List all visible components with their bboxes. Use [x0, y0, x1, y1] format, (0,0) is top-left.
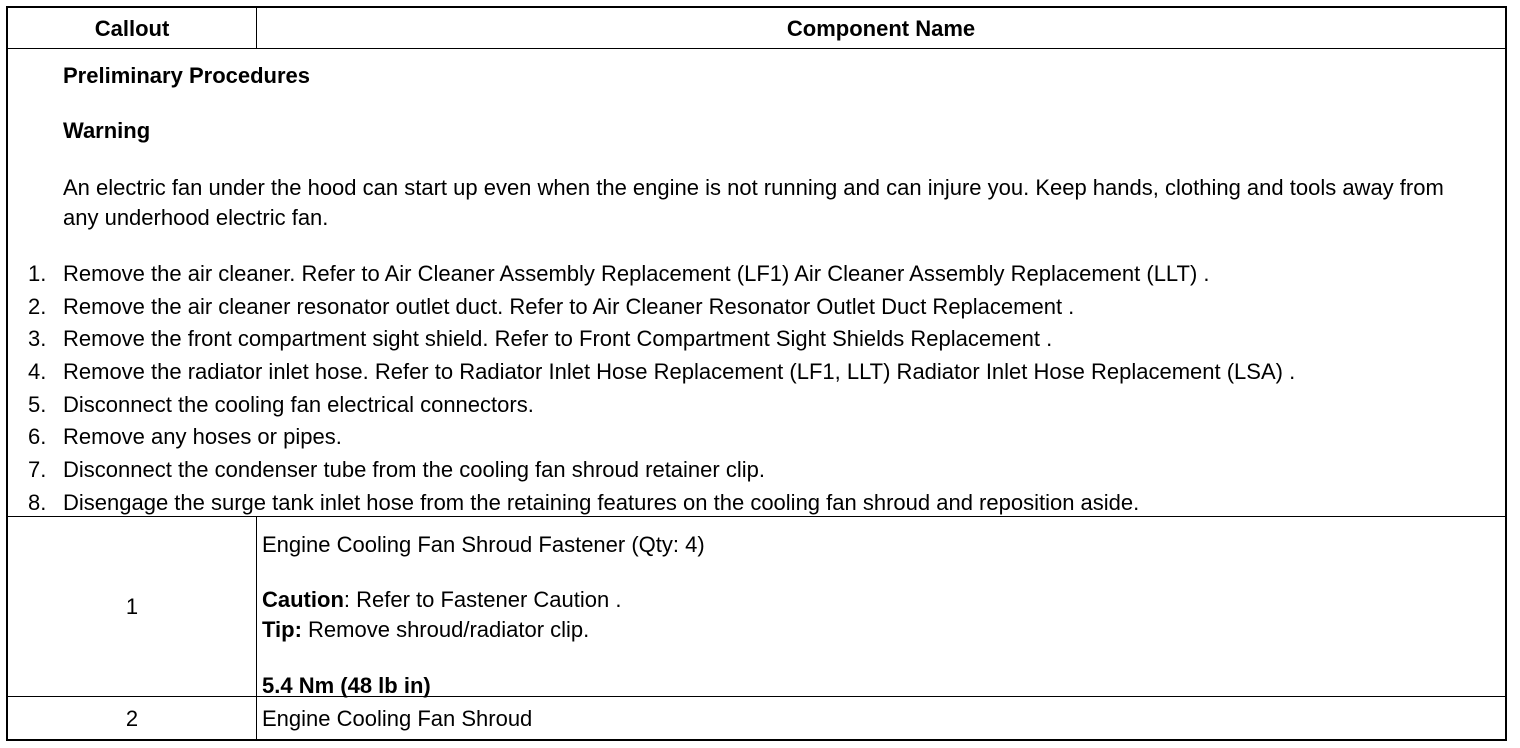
step-text: Disconnect the condenser tube from the cooling fan shroud retainer clip. [63, 457, 765, 483]
callout-column-header: Callout [8, 8, 257, 49]
tip-note [262, 616, 589, 644]
procedure-table [6, 6, 1507, 741]
step-number: 8. [28, 489, 47, 515]
step-text: Disconnect the cooling fan electrical connectors. [63, 391, 534, 417]
step-number: 3. [28, 326, 47, 352]
step-text: Remove the front compartment sight shield. Refer to Front Compartment Sight Shields Replacement . [63, 326, 1053, 352]
warning-text: An electric fan under the hood can start up even when the engine is not running and can injure you. Keep hands, clothing and tools away from any underhood electric fan. [63, 175, 1444, 230]
callout-number: 2 [8, 697, 257, 741]
step-text: Remove the air cleaner. Refer to Air Cleaner Assembly Replacement (LF1) Air Cleaner Assembly Replacement (LLT) . [63, 261, 1210, 286]
caution-label: Caution [262, 587, 344, 612]
step-number: 5. [28, 391, 47, 417]
tip-text: Remove shroud/radiator clip. [301, 617, 590, 642]
callout-number: 1 [8, 517, 257, 696]
step-number: 7. [28, 457, 47, 483]
step-number: 6. [28, 424, 47, 450]
table-header-row [8, 8, 1505, 49]
step-number: 2. [28, 293, 47, 319]
torque-spec: 5.4 Nm (48 lb in) [262, 673, 431, 698]
step-text: Disengage the surge tank inlet hose from the retaining features on the cooling fan shroud and reposition aside. [63, 489, 1140, 515]
caution-note [262, 586, 621, 614]
step-text: Remove the air cleaner resonator outlet duct. Refer to Air Cleaner Resonator Outlet Duct Replacement . [63, 293, 1075, 319]
step-number: 1. [28, 261, 47, 286]
component-cell [262, 517, 1505, 696]
step-text: Remove any hoses or pipes. [63, 424, 342, 450]
warning-title: Warning [63, 118, 151, 143]
preliminary-procedures-title: Preliminary Procedures [63, 63, 311, 88]
table-row [8, 697, 1505, 741]
tip-label: Tip: [262, 617, 302, 642]
caution-text: : Refer to Fastener Caution . [343, 587, 622, 612]
table-row [8, 517, 1505, 697]
preliminary-procedures-row [8, 49, 1505, 517]
component-name-column-header: Component Name [786, 16, 976, 41]
step-text: Remove the radiator inlet hose. Refer to Radiator Inlet Hose Replacement (LF1, LLT) Radiator Inlet Hose Replacement (LSA) . [63, 359, 1296, 385]
step-number: 4. [28, 359, 47, 385]
component-name: Engine Cooling Fan Shroud [262, 706, 533, 731]
component-name: Engine Cooling Fan Shroud Fastener (Qty: 4) [262, 532, 705, 557]
